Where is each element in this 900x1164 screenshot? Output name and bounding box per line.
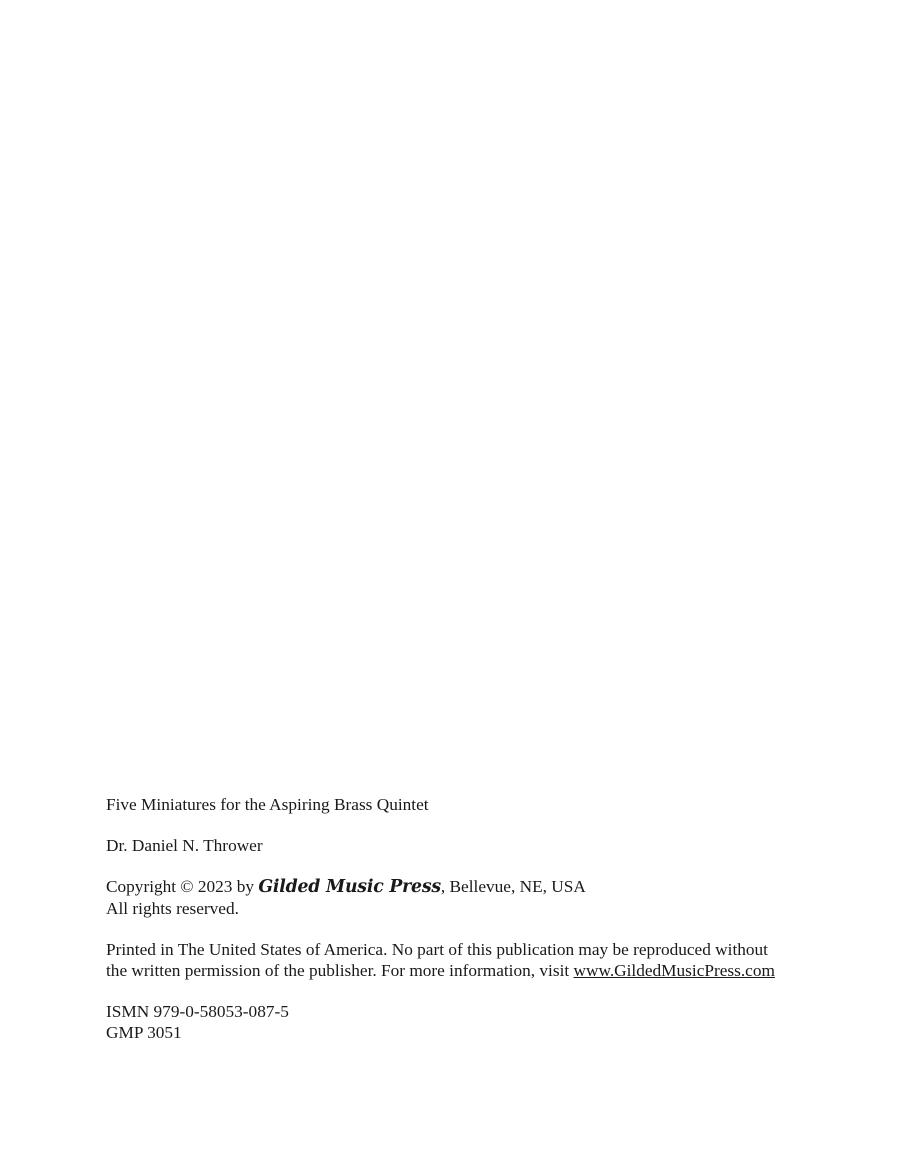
copyright-suffix: , Bellevue, NE, USA	[440, 877, 586, 896]
notice-line-2	[106, 960, 826, 981]
catalog-number: GMP 3051	[106, 1023, 182, 1042]
author-name: Dr. Daniel N. Thrower	[106, 836, 263, 855]
notice-line-1: Printed in The United States of America. No part of this publication may be reproduced without	[106, 940, 768, 959]
ismn-number: ISMN 979-0-58053-087-5	[106, 1002, 289, 1021]
publisher-name: Gilded Music Press	[258, 877, 441, 897]
colophon-block	[106, 794, 826, 1043]
work-title: Five Miniatures for the Aspiring Brass Quintet	[106, 795, 429, 814]
rights-reserved: All rights reserved.	[106, 899, 239, 918]
copyright-line	[106, 876, 826, 898]
notice-text: the written permission of the publisher. For more information, visit	[106, 961, 574, 980]
copyright-prefix: Copyright © 2023 by	[106, 877, 259, 896]
website-link[interactable]: www.GildedMusicPress.com	[573, 961, 775, 980]
